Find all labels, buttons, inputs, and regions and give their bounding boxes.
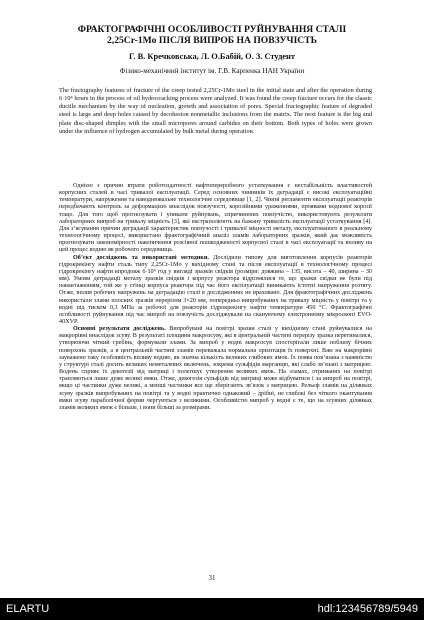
paper-institution: Фізико-механічний інститут ім. Г.В. Карпенка НАН України: [119, 67, 305, 75]
footer-source-label: ELARTU: [6, 603, 50, 615]
paper-body: [59, 183, 372, 412]
results-text: Випробувані на повітрі зразки сталі у вихідному стані руйнувалися на макрорівні внаслідок зсуву. В результаті площини макрозсуву, які в центральній частині перерізу зразка перетиналися, утворюючи чіткий гребінь, формували злами. За випроб у водні макрозсув спостерігали лише поблизу бічних поверхонь зразків, а в центральній частині зламів переважала нормальна орієнтація їх поверхні. Вже на макрорівні зауважено таку особливість впливу водню, як значна кількість великих глибоких ямок. Їх поява пов’язана з наявністю у структурі сталі досить великих неметалевих включень, зокрема сульфідів марганцю, які слабо зв’язані з матрицею. Водень сприяє їх декогезії від матриці і полегшує утворення великих ямок. На зламах, отриманих на повітрі трапляються лише дуже великі ямки. Отже, декогезія сульфідів від матриці може відбуватися і за випроб на повітрі, якщо ці частинки дуже великі, а менші частинки все ще зберігають зв’язок з матрицею. Рельєф зламів на ділянках зсуву зразків випробуваних на повітрі та у водні практично однаковий – дрібні, не глибокі без чіткого окантування ямки зсуву параболічної форми чергуються з великими. Особливістю випроб у водні є те, що на зсувних ділянках зламів великих ямок є більше, і вони більші за розмірами.: [59, 326, 372, 411]
results-paragraph: [59, 326, 372, 412]
methods-text: Дослідили типову для виготовлення корпусів реакторів гідрокрекінгу нафти сталь типу 2,25Cr-1Mo у вихідному стані та після експлуатації в технологічному процесі гідрокрекінгу нафти впродовж 6·10⁴ год у вигляді зразків свідків (розміри: довжина – 135, висота – 40, ширина – 30 мм). Умови деградації металу зразків свідків і корпусу реактора відрізнялися те, що зразки свідки не були під навантаженням, той же у стінці корпуса реактора під час його експлуатації виникають істотні напруження розтягу. Отже, вплив робочих напружень на деградацію сталі в дослідженнях не враховано. Для фрактографічних досліджень використали злами плоских зразків перерізом 3×20 мм, попередньо випробуваних на тривалу міцність у повітрі та у водні під тиском 0,3 МПа за робочої для реакторів гідрокрекінгу нафти температури 450 °С. Фрактографічні особливості руйнування під час випроб на повзучість досліджували на скануючому електронному мікроскопі EVO-40XVP.: [59, 254, 372, 325]
methods-heading: Об’єкт досліджень та використані методики.: [73, 254, 209, 261]
paper-authors: Г. В. Кречковська, Л. О.Бабій, О. З. Студент: [129, 52, 295, 61]
paper-title: ФРАКТОГРАФІЧНІ ОСОБЛИВОСТІ РУЙНУВАННЯ СТАЛІ 2,25Cr-1Mo ПІСЛЯ ВИПРОБ НА ПОВЗУЧІСТЬ: [77, 24, 347, 46]
results-heading: Основні результати досліджень.: [73, 326, 166, 333]
footer-handle-link[interactable]: hdl:123456789/5949: [317, 603, 418, 615]
page-number: 31: [208, 574, 216, 582]
footer-bar: [0, 598, 424, 620]
intro-paragraph: Однією з причин втрати роботоздатності нафтопереробного устаткування є нестабільність властивостей корпусних сталей в часі тривалої експлуатації. Серед основних чинників їх деградації є високі експлуатаційні температури, напруження та наводнювальне технологічне середовище [1, 2]. Чинні регламенти експлуатації реакторів передбачають контроль за деформацією внаслідок повзучості, корозійними ураженнями, проявами воднової корозії тощо. Для того щоб прогнозувати і уникати руйнувань, спричинених повзучістю, використовують результати лабораторних випроб на тривалу міцність [3], які екстраполюють на бажану тривалість експлуатації устаткування [4]. Для з’ясування причин деградації характеристик повзучості і тривалої міцності металу, експлуатованого в реальному технологічному процесі, використано фрактографічний аналіз зламів лабораторних зразків, який дає можливість прогнозувати закономірності накопичення розсіяної пошкодженості корпусної сталі в часі експлуатації та впливу на цей процес водню як робочого середовища.: [59, 183, 372, 254]
abstract-text: The fractography features of fracture of the creep tested 2,25Cr-1Mo steel in the initial state and after the operation during 6·10⁴ hours in the process of oil hydrocracking process were analyzed. It was found the creep fracture occurs for the classic ductile mechanism by the way of nucleation, growth and association of pores. Special fractographic feature of degraded steel is large and deep holes caused by decohesion nonmetallic inclusions from the matrix. The next feature is the big and plate disc-shaped dimples with the small micropores around carbides on their bottom. Both types of holes were grown under the influence of hydrogen accumulated by bulk metal during operation.: [59, 87, 372, 135]
methods-paragraph: [59, 255, 372, 327]
